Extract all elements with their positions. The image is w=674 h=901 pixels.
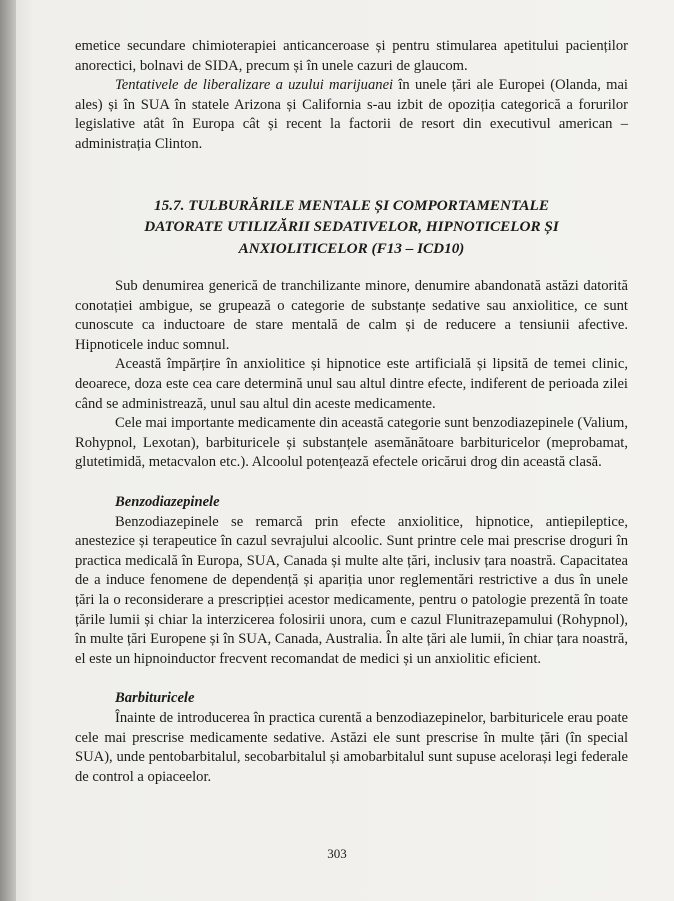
heading-line-1: 15.7. TULBURĂRILE MENTALE ȘI COMPORTAMENTALE [154, 196, 549, 214]
benzodiazepines-subheading: Benzodiazepinele [115, 494, 220, 510]
heading-line-2: DATORATE UTILIZĂRII SEDATIVELOR, HIPNOTICELOR ȘI [144, 218, 559, 236]
section-heading [75, 195, 628, 260]
page-binding-shadow [0, 0, 16, 901]
benzodiazepines-paragraph: Benzodiazepinele se remarcă prin efecte anxiolitice, hipnotice, antiepileptice, anestezice și terapeutice în cazul sevrajului alcoolic. Sunt printre cele mai prescrise droguri în practica medicală în Europa, SUA, Canada și multe alte țări, inclusiv țara noastră. Capacitatea de a induce fenomene de dependență și apariția unor reglementări restrictive a dus în unele țări la o reconsiderare a prescripției acestor medicamente, pentru o patologie prezentă în toate țările lumii și chiar la interzicerea folosirii unora, cum e cazul Flunitrazepamului (Rohypnol), în multe țări Europene și în SUA, Canada, Australia. În alte țări ale lumii, în chiar țara noastră, el este un hipnoinductor frecvent recomandat de medici și un anxiolitic eficient. [75, 513, 628, 667]
page-number: 303 [327, 846, 347, 861]
intro-paragraph-2 [75, 76, 628, 154]
intro-paragraph-1: emetice secundare chimioterapiei anticanceroase și pentru stimularea apetitului pacienților anorectici, bolnavi de SIDA, precum și în unele cazuri de glaucom. [75, 38, 628, 74]
section-paragraph-2: Această împărțire în anxiolitice și hipnotice este artificială și lipsită de temei clinic, deoarece, doza este cea care determină unul sau altul dintre efecte, indiferent de perioada zilei când se administrează, unul sau altul din aceste medicamente. [75, 356, 628, 412]
page-content [75, 37, 628, 787]
section-paragraph-3: Cele mai importante medicamente din această categorie sunt benzodiazepinele (Valium, Rohypnol, Lexotan), barbituricele și substanțele asemănătoare barbituricelor (meprobamat, glutetimidă, metacvalon etc.). Alcoolul potențează efectele oricărui drog din această clasă. [75, 415, 628, 471]
section-paragraph-1: Sub denumirea generică de tranchilizante minore, denumire abandonată astăzi datorită conotației ambigue, se grupează o categorie de substanțe sedative sau anxiolitice, ce sunt cunoscute ca inductoare de stare mentală de calm și de reducere a tensiunii afective. Hipnoticele induc somnul. [75, 278, 628, 353]
heading-line-3: ANXIOLITICELOR (F13 – ICD10) [238, 239, 465, 257]
barbiturates-subheading: Barbituricele [115, 690, 195, 707]
intro-paragraph-2-text: în unele țări ale Europei (Olanda, mai ales) și în SUA în statele Arizona și California s-au izbit de opoziția categorică a forurilor legislative atât în Europa cât și recent la factorii de resort din executivul american – administrația Clinton. [75, 77, 628, 152]
intro-italic-phrase: Tentativele de liberalizare a uzului marijuanei [115, 77, 394, 94]
barbiturates-paragraph: Înainte de introducerea în practica curentă a benzodiazepinelor, barbituricele erau poate cele mai prescrise medicamente sedative. Astăzi ele sunt prescrise în multe țări (în special SUA), unde pentobarbitalul, secobarbitalul și amobarbitalul sunt supuse acelorași legi federale de control a opiaceelor. [75, 709, 628, 785]
